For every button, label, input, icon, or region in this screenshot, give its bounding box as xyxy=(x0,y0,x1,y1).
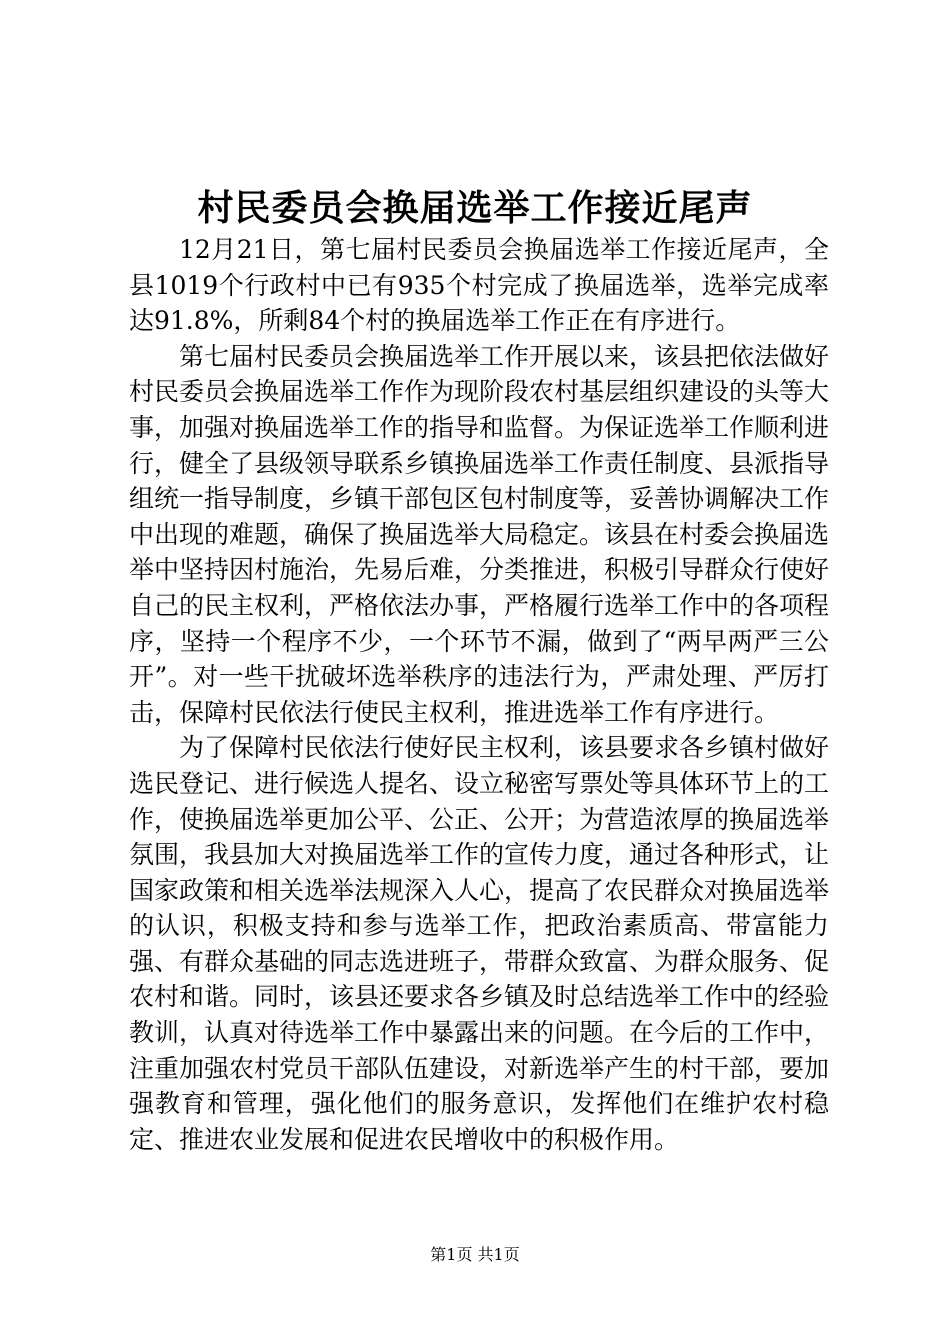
paragraph-1: 12月21日，第七届村民委员会换届选举工作接近尾声，全县1019个行政村中已有935个村完成了换届选举，选举完成率达91.8%，所剩84个村的换届选举工作正在有序进行。 xyxy=(129,235,829,336)
page-footer: 第1页 共1页 xyxy=(430,1245,520,1264)
paragraph-3: 为了保障村民依法行使好民主权利，该县要求各乡镇村做好选民登记、进行候选人提名、设立秘密写票处等具体环节上的工作，使换届选举更加公平、公正、公开；为营造浓厚的换届选举氛围，我县加大对换届选举工作的宣传力度，通过各种形式，让国家政策和相关选举法规深入人心，提高了农民群众对换届选举的认识，积极支持和参与选举工作，把政治素质高、带富能力强、有群众基础的同志选进班子，带群众致富、为群众服务、促农村和谐。同时，该县还要求各乡镇及时总结选举工作中的经验教训，认真对待选举工作中暴露出来的问题。在今后的工作中，注重加强农村党员干部队伍建设，对新选举产生的村干部，要加强教育和管理，强化他们的服务意识，发挥他们在维护农村稳定、推进农业发展和促进农民增收中的积极作用。 xyxy=(129,733,830,1154)
paragraph-2: 第七届村民委员会换届选举工作开展以来，该县把依法做好村民委员会换届选举工作作为现阶段农村基层组织建设的头等大事，加强对换届选举工作的指导和监督。为保证选举工作顺利进行，健全了县级领导联系乡镇换届选举工作责任制度、县派指导组统一指导制度，乡镇干部包区包村制度等，妥善协调解决工作中出现的难题，确保了换届选举大局稳定。该县在村委会换届选举中坚持因村施治，先易后难，分类推进，积极引导群众行使好自己的民主权利，严格依法办事，严格履行选举工作中的各项程序，坚持一个程序不少，一个环节不漏，做到了“两早两严三公开”。对一些干扰破坏选举秩序的违法行为，严肃处理、严厉打击，保障村民依法行使民主权利，推进选举工作有序进行。 xyxy=(129,341,830,727)
document-title: 村民委员会换届选举工作接近尾声 xyxy=(197,187,753,229)
document-body xyxy=(129,232,829,1157)
